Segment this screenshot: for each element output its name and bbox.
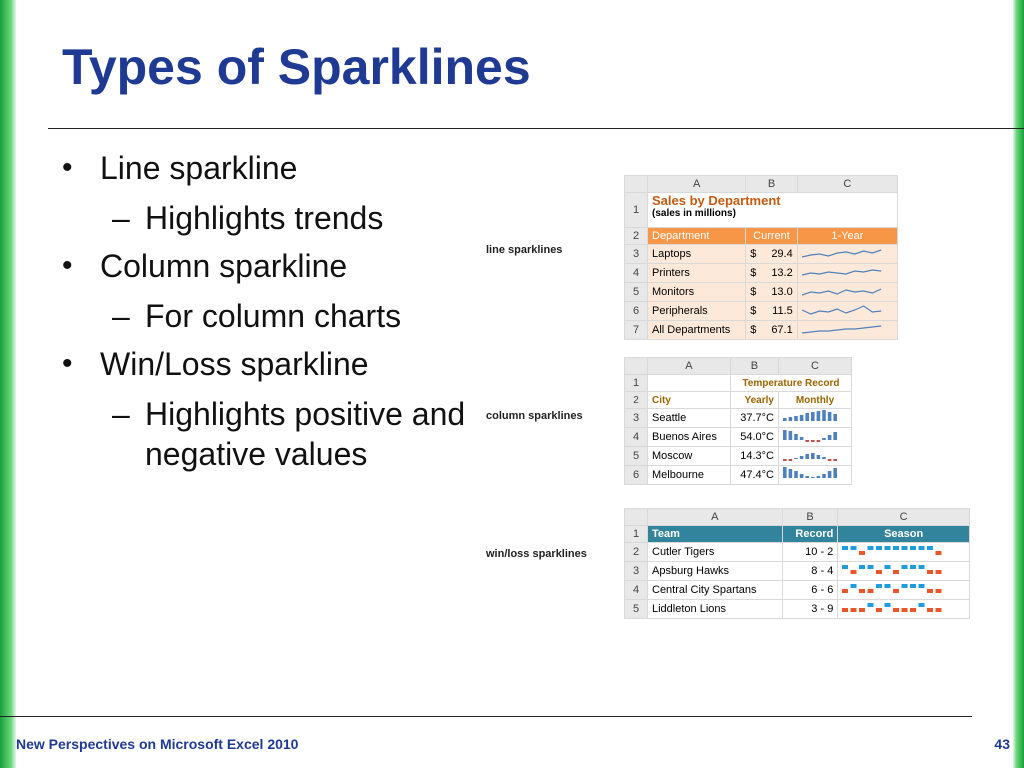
table-row xyxy=(625,193,898,228)
line-sparkline xyxy=(800,283,884,298)
table-cell: 37.7°C xyxy=(730,409,778,428)
table-cell: 4 xyxy=(625,264,648,283)
sparkline-column xyxy=(789,431,793,440)
table-cell xyxy=(625,409,852,485)
table-cell: 4 xyxy=(625,428,648,447)
sparkline-column xyxy=(783,467,787,478)
loss-mark xyxy=(936,570,942,574)
table-cell: $ 11.5 xyxy=(746,302,797,321)
win-mark xyxy=(885,584,891,588)
sparkline-column xyxy=(794,434,798,440)
table-row xyxy=(625,447,852,466)
sparkline-column xyxy=(794,458,798,459)
win-mark xyxy=(927,546,933,550)
win-mark xyxy=(842,565,848,569)
table-cell: Monitors xyxy=(648,283,746,302)
sparkline-column xyxy=(800,415,804,421)
win-mark xyxy=(919,603,925,607)
label-line-sparklines: line sparklines xyxy=(486,244,563,256)
loss-mark xyxy=(927,570,933,574)
column-table-title: Temperature Record xyxy=(730,375,851,392)
table-cell: 8 - 4 xyxy=(782,562,838,581)
sparkline-column xyxy=(811,453,815,459)
column-sparkline xyxy=(781,409,841,424)
table-cell xyxy=(797,264,897,283)
win-mark xyxy=(885,546,891,550)
winloss-sparkline xyxy=(840,543,946,558)
sparkline-column xyxy=(822,438,826,440)
table-cell: 3 xyxy=(625,409,648,428)
loss-mark xyxy=(851,608,857,612)
column-header: C xyxy=(838,509,970,526)
win-mark xyxy=(876,584,882,588)
sparkline-path xyxy=(802,289,881,295)
sparkline-path xyxy=(802,326,881,333)
column-header: B xyxy=(730,358,778,375)
table-cell: Laptops xyxy=(648,245,746,264)
table-cell: Seattle xyxy=(648,409,731,428)
table-cell: $ 67.1 xyxy=(746,321,797,340)
table-cell: Team xyxy=(648,526,783,543)
table-cell xyxy=(625,509,970,543)
sparkline-column xyxy=(811,412,815,421)
table-cell: All Departments xyxy=(648,321,746,340)
win-mark xyxy=(910,565,916,569)
table-cell: 54.0°C xyxy=(730,428,778,447)
sparkline-column xyxy=(833,468,837,478)
col-header-c: C xyxy=(797,176,897,193)
loss-mark xyxy=(859,551,865,555)
table-row xyxy=(625,176,898,193)
sparkline-column xyxy=(822,474,826,478)
sparkline-column xyxy=(833,432,837,440)
table-cell: Liddleton Lions xyxy=(648,600,783,619)
table-row xyxy=(625,321,898,340)
sparkline-column xyxy=(805,413,809,421)
sparkline-path xyxy=(802,250,881,257)
win-mark xyxy=(902,546,908,550)
table-cell: 5 xyxy=(625,600,648,619)
table-cell: City xyxy=(648,392,731,409)
line-sparkline xyxy=(800,264,884,279)
line-sparkline-table xyxy=(624,175,898,340)
sparkline-column xyxy=(800,437,804,440)
table-cell xyxy=(838,600,970,619)
sub-bullet-column-charts: – For column charts xyxy=(112,298,402,334)
table-cell: Buenos Aires xyxy=(648,428,731,447)
table-cell: Department xyxy=(648,228,746,245)
table-cell: 4 xyxy=(625,581,648,600)
loss-mark xyxy=(893,589,899,593)
table-cell xyxy=(648,193,898,228)
win-mark xyxy=(842,546,848,550)
sparkline-column xyxy=(805,440,809,442)
column-header: A xyxy=(648,509,783,526)
table-cell: Moscow xyxy=(648,447,731,466)
sparkline-column xyxy=(822,410,826,421)
bullet-line-sparkline: • Line sparkline xyxy=(62,150,298,186)
table-row xyxy=(625,245,898,264)
loss-mark xyxy=(936,589,942,593)
win-mark xyxy=(902,565,908,569)
sparkline-column xyxy=(800,456,804,459)
line-sparkline xyxy=(800,302,884,317)
win-mark xyxy=(919,565,925,569)
sparkline-column xyxy=(817,455,821,459)
sparkline-column xyxy=(811,477,815,478)
line-sparkline xyxy=(800,245,884,260)
table-cell: 14.3°C xyxy=(730,447,778,466)
winloss-sparkline-table xyxy=(624,508,970,619)
table-cell xyxy=(778,428,851,447)
table-cell xyxy=(838,581,970,600)
table-cell: Central City Spartans xyxy=(648,581,783,600)
footer-text: New Perspectives on Microsoft Excel 2010 xyxy=(16,736,299,752)
table-row xyxy=(625,264,898,283)
column-header: C xyxy=(778,358,851,375)
table-cell: 1 xyxy=(625,193,648,228)
table-cell: $ 13.0 xyxy=(746,283,797,302)
column-sparkline-table xyxy=(624,357,852,485)
table-row xyxy=(625,228,898,245)
slide-title: Types of Sparklines xyxy=(62,39,531,95)
table-cell: 1-Year xyxy=(797,228,897,245)
sparkline-column xyxy=(833,459,837,461)
table-row xyxy=(625,283,898,302)
table-cell: Season xyxy=(838,526,970,543)
left-accent-bar xyxy=(0,0,16,768)
column-sparkline xyxy=(781,428,841,443)
footer-divider xyxy=(0,716,972,717)
win-mark xyxy=(902,584,908,588)
win-mark xyxy=(868,603,874,607)
table-row xyxy=(625,375,852,392)
win-mark xyxy=(876,546,882,550)
table-row xyxy=(625,509,970,526)
loss-mark xyxy=(859,608,865,612)
table-cell xyxy=(838,562,970,581)
sparkline-column xyxy=(828,471,832,478)
sparkline-column xyxy=(833,414,837,421)
table-cell: $ 29.4 xyxy=(746,245,797,264)
sparkline-column xyxy=(817,440,821,442)
win-mark xyxy=(910,584,916,588)
table-cell: 7 xyxy=(625,321,648,340)
sparkline-column xyxy=(794,416,798,421)
sub-bullet-highlights-trends: – Highlights trends xyxy=(112,200,384,236)
line-sparkline xyxy=(800,321,884,336)
table-cell xyxy=(625,245,898,340)
sparkline-column xyxy=(805,454,809,459)
table-cell: Cutler Tigers xyxy=(648,543,783,562)
column-header xyxy=(625,176,648,193)
sparkline-column xyxy=(783,418,787,421)
table-cell xyxy=(648,375,731,392)
win-mark xyxy=(851,546,857,550)
loss-mark xyxy=(936,551,942,555)
bullet-list xyxy=(62,140,482,474)
win-mark xyxy=(919,584,925,588)
table-cell xyxy=(838,543,970,562)
win-mark xyxy=(851,584,857,588)
sparkline-path xyxy=(802,306,881,314)
table-cell xyxy=(797,302,897,321)
sparkline-column xyxy=(783,430,787,440)
table-cell: Printers xyxy=(648,264,746,283)
table-cell: Peripherals xyxy=(648,302,746,321)
loss-mark xyxy=(902,608,908,612)
loss-mark xyxy=(859,589,865,593)
table-cell: 5 xyxy=(625,283,648,302)
table-row xyxy=(625,392,852,409)
sparkline-column xyxy=(822,457,826,459)
loss-mark xyxy=(910,608,916,612)
table-cell: 47.4°C xyxy=(730,466,778,485)
sparkline-column xyxy=(789,459,793,461)
table-cell: Melbourne xyxy=(648,466,731,485)
table-cell: 3 xyxy=(625,245,648,264)
col-header-b: B xyxy=(746,176,797,193)
loss-mark xyxy=(876,608,882,612)
table-cell: 1 xyxy=(625,375,648,392)
table-cell xyxy=(797,245,897,264)
sparkline-column xyxy=(805,476,809,478)
table-row xyxy=(625,466,852,485)
table-cell xyxy=(778,409,851,428)
loss-mark xyxy=(927,608,933,612)
table-cell: Yearly xyxy=(730,392,778,409)
loss-mark xyxy=(893,608,899,612)
winloss-sparkline xyxy=(840,562,946,577)
table-title: Sales by Department xyxy=(652,193,781,208)
table-cell: Record xyxy=(782,526,838,543)
column-header xyxy=(625,358,648,375)
column-header xyxy=(625,509,648,526)
table-row xyxy=(625,302,898,321)
table-row xyxy=(625,543,970,562)
sparkline-column xyxy=(817,476,821,478)
table-cell xyxy=(625,176,898,245)
label-column-sparklines: column sparklines xyxy=(486,410,583,422)
sparkline-column xyxy=(828,412,832,421)
sparkline-column xyxy=(828,459,832,461)
win-mark xyxy=(910,546,916,550)
title-divider xyxy=(48,128,1024,129)
winloss-sparkline xyxy=(840,600,946,615)
table-row xyxy=(625,526,970,543)
sparkline-column xyxy=(817,411,821,421)
sparkline-column xyxy=(789,469,793,478)
win-mark xyxy=(885,603,891,607)
sparkline-column xyxy=(783,459,787,461)
win-mark xyxy=(859,565,865,569)
sparkline-path xyxy=(802,270,881,275)
column-header: A xyxy=(648,358,731,375)
loss-mark xyxy=(868,589,874,593)
table-cell: Current xyxy=(746,228,797,245)
bullet-column-sparkline: • Column sparkline xyxy=(62,248,348,284)
right-accent-bar xyxy=(1013,0,1024,768)
sparkline-column xyxy=(794,471,798,478)
table-cell: 5 xyxy=(625,447,648,466)
sparkline-column xyxy=(789,417,793,421)
table-cell: 3 xyxy=(625,562,648,581)
table-row xyxy=(625,428,852,447)
table-cell xyxy=(778,447,851,466)
table-cell: 1 xyxy=(625,526,648,543)
sub-bullet-positive-negative: – Highlights positive and negative values xyxy=(112,396,466,472)
loss-mark xyxy=(842,608,848,612)
table-cell: 2 xyxy=(625,228,648,245)
sparkline-column xyxy=(828,435,832,440)
table-cell xyxy=(797,283,897,302)
loss-mark xyxy=(842,589,848,593)
column-sparkline xyxy=(781,447,841,462)
table-row xyxy=(625,581,970,600)
table-cell xyxy=(625,543,970,619)
win-mark xyxy=(868,565,874,569)
col-header-a: A xyxy=(648,176,746,193)
table-cell: 3 - 9 xyxy=(782,600,838,619)
table-cell xyxy=(797,321,897,340)
sparkline-column xyxy=(800,474,804,478)
table-cell: Monthly xyxy=(778,392,851,409)
table-cell xyxy=(778,466,851,485)
table-cell: 10 - 2 xyxy=(782,543,838,562)
table-row xyxy=(625,409,852,428)
table-cell xyxy=(625,358,852,409)
table-cell: Apsburg Hawks xyxy=(648,562,783,581)
table-row xyxy=(625,358,852,375)
win-mark xyxy=(868,546,874,550)
winloss-sparkline xyxy=(840,581,946,596)
table-subtitle: (sales in millions) xyxy=(652,208,736,219)
page-number: 43 xyxy=(994,736,1010,752)
table-cell: $ 13.2 xyxy=(746,264,797,283)
column-header: B xyxy=(782,509,838,526)
table-row xyxy=(625,562,970,581)
bullet-winloss-sparkline: • Win/Loss sparkline xyxy=(62,346,369,382)
label-winloss-sparklines: win/loss sparklines xyxy=(486,548,587,560)
loss-mark xyxy=(893,570,899,574)
table-cell: 2 xyxy=(625,392,648,409)
table-cell: 2 xyxy=(625,543,648,562)
table-cell: 6 xyxy=(625,302,648,321)
loss-mark xyxy=(851,570,857,574)
column-sparkline xyxy=(781,466,841,481)
table-cell: 6 - 6 xyxy=(782,581,838,600)
table-cell: 6 xyxy=(625,466,648,485)
loss-mark xyxy=(927,589,933,593)
win-mark xyxy=(885,565,891,569)
loss-mark xyxy=(936,608,942,612)
loss-mark xyxy=(876,570,882,574)
table-row xyxy=(625,600,970,619)
win-mark xyxy=(893,546,899,550)
sparkline-column xyxy=(811,440,815,442)
win-mark xyxy=(919,546,925,550)
